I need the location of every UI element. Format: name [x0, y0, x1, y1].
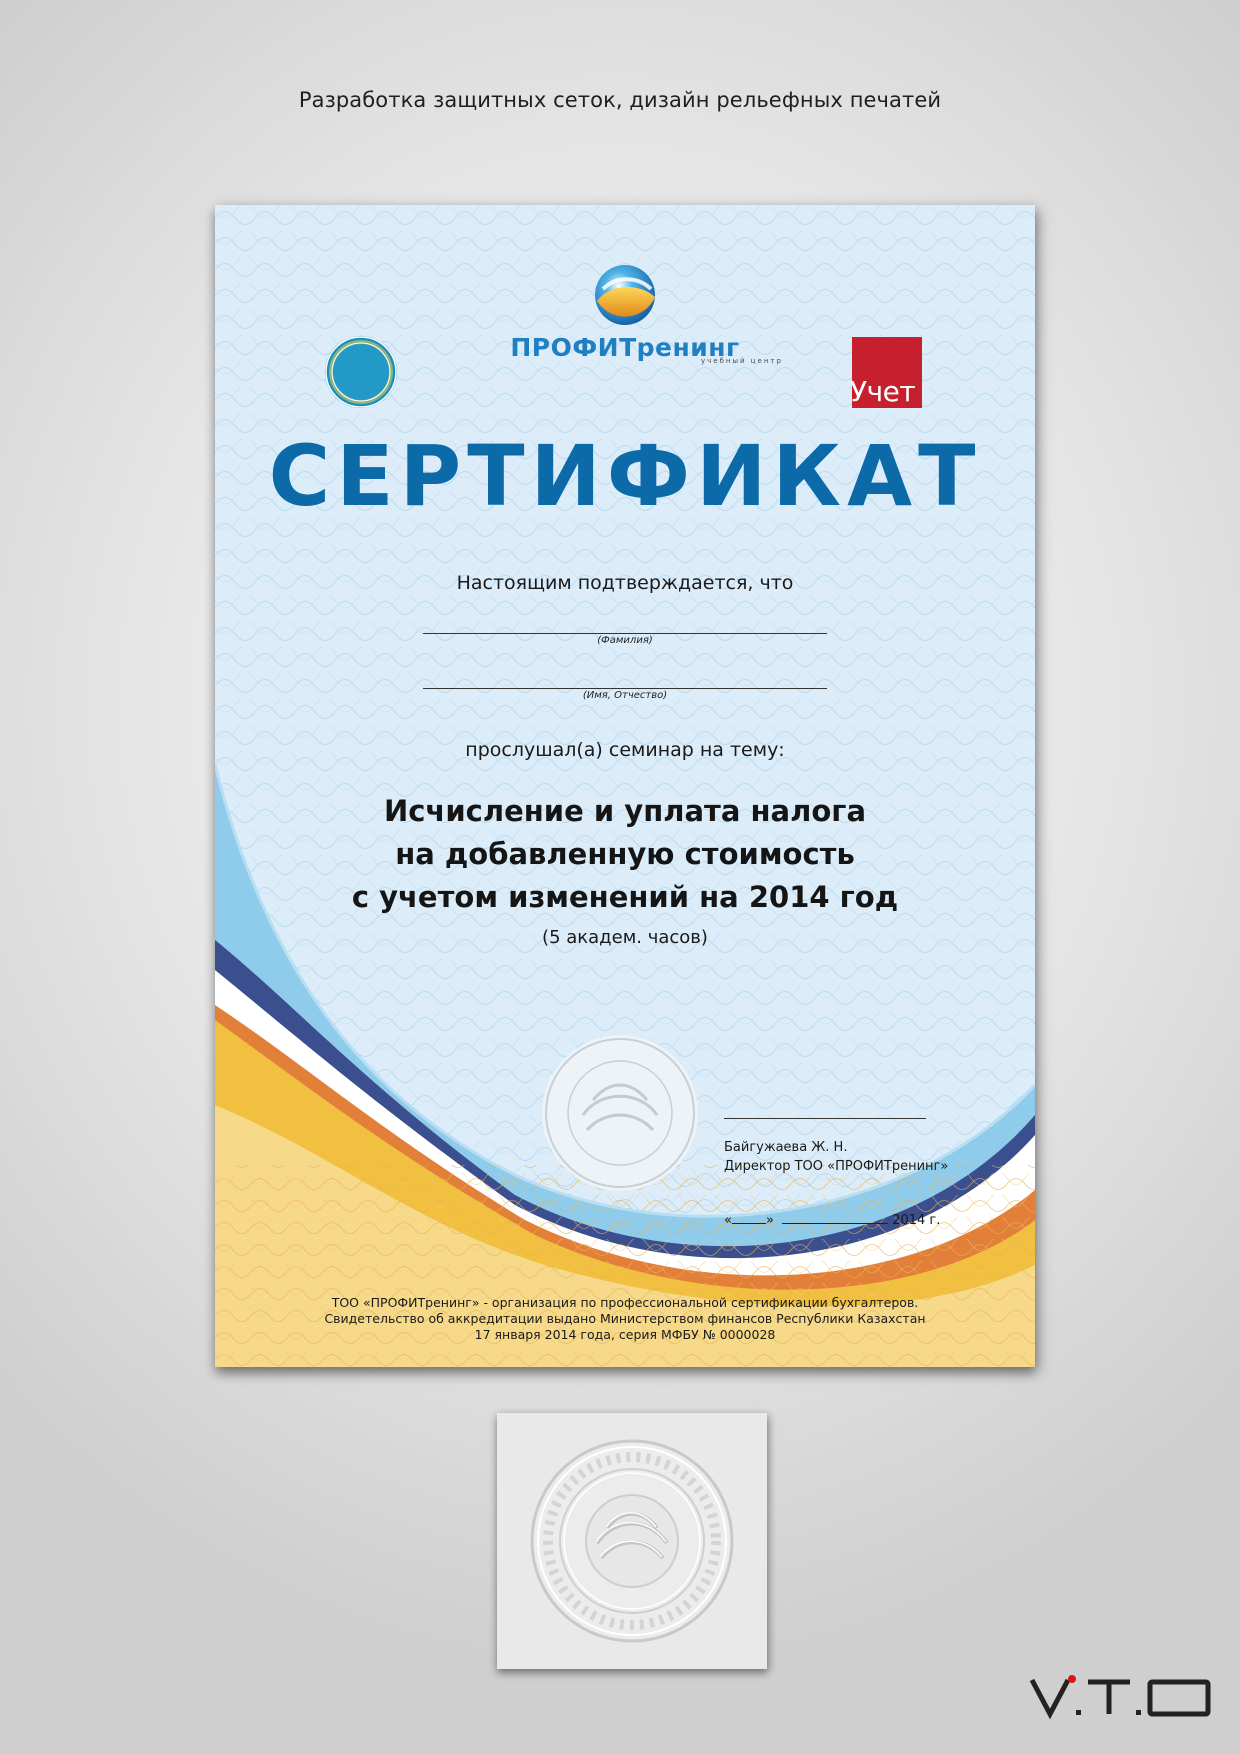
footer-line: Свидетельство об аккредитации выдано Министерством финансов Республики Казахстан — [324, 1311, 926, 1326]
brand-globe-icon — [595, 265, 655, 325]
seminar-topic — [215, 790, 1035, 919]
topic-line: с учетом изменений на 2014 год — [351, 880, 899, 914]
month-blank — [782, 1213, 888, 1224]
date-close-quote: » — [765, 1213, 774, 1228]
surname-hint: (Фамилия) — [597, 635, 653, 646]
emboss-seal-sample — [497, 1413, 767, 1669]
brand-name: ПРОФИТренинг — [510, 333, 740, 362]
signer-block — [724, 1138, 948, 1176]
emboss-seal-icon — [497, 1413, 767, 1669]
uchet-logo — [852, 337, 922, 408]
certificate-title: СЕРТИФИКАТ — [268, 427, 982, 525]
footer-line: ТОО «ПРОФИТренинг» - организация по профессиональной сертификации бухгалтеров. — [331, 1295, 919, 1310]
hours-text: (5 академ. часов) — [542, 927, 708, 948]
topic-line: на добавленную стоимость — [395, 837, 855, 871]
name-line — [423, 688, 827, 689]
certificate-intro: Настоящим подтверждается, что — [456, 572, 794, 594]
surname-line — [423, 633, 827, 634]
header-caption: Разработка защитных сеток, дизайн рельефных печатей — [298, 88, 942, 112]
date-open-quote: « — [724, 1213, 732, 1228]
day-blank — [732, 1213, 766, 1224]
signature-line — [724, 1118, 926, 1119]
brand-subtitle: учебный центр — [701, 357, 783, 365]
name-hint: (Имя, Отчество) — [582, 690, 668, 701]
vto-watermark-logo — [1028, 1672, 1214, 1720]
seal-emboss-icon — [542, 1035, 698, 1191]
date-line — [724, 1213, 940, 1228]
signer-name: Байгужаева Ж. Н. — [724, 1140, 848, 1155]
topic-line: Исчисление и уплата налога — [383, 794, 867, 828]
date-year: 2014 г. — [892, 1213, 941, 1228]
uchet-logo-text: Учет — [850, 375, 916, 408]
attended-text: прослушал(а) семинар на тему: — [465, 739, 785, 761]
footer-line: 17 января 2014 года, серия МФБУ № 0000028 — [474, 1327, 776, 1342]
signer-role: Директор ТОО «ПРОФИТренинг» — [724, 1159, 949, 1174]
certificate — [215, 205, 1035, 1367]
certificate-footer — [215, 1295, 1035, 1343]
